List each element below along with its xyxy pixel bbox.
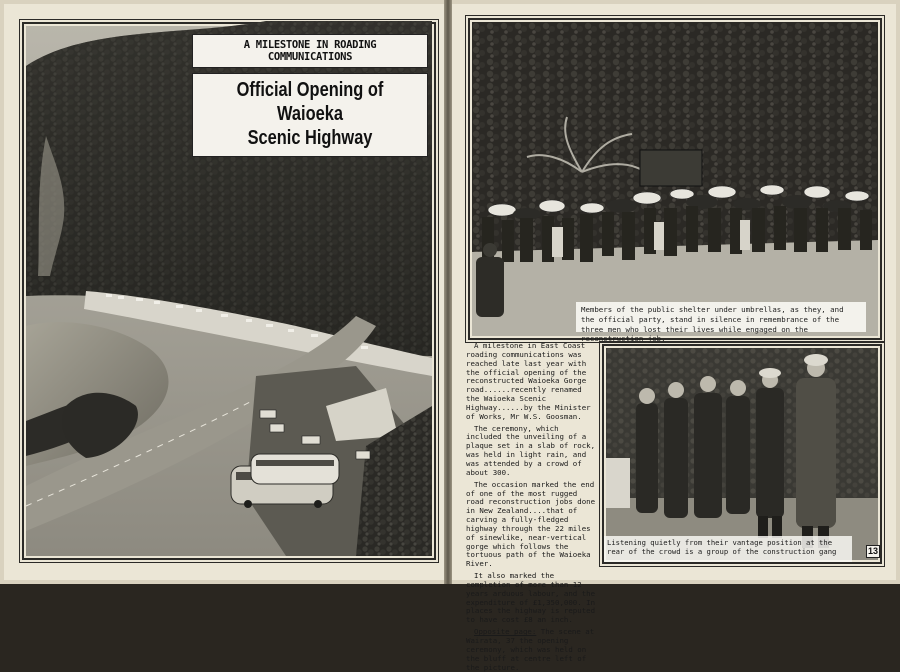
construction-gang-photo <box>606 348 878 560</box>
headline-block <box>192 34 428 157</box>
crowd-under-umbrellas-photo <box>472 22 878 336</box>
opposite-page-text: The scene at Wairata, 37 the opening ceremony, which was held on the bluff at centre left of the picture. <box>466 627 595 672</box>
bottom-photo-caption: Listening quietly from their vantage position at the rear of the crowd is a group of the construction gang <box>604 536 852 562</box>
article-text <box>466 341 598 672</box>
center-gutter <box>444 0 452 584</box>
article-paragraph: The occasion marked the end of one of the most rugged road reconstruction jobs done in New Zealand....that of carving a fully-fledged highway through the 22 miles of sinewlike, near-vertical gorge which follows the tortuous path of the Waioeka River. <box>466 479 596 569</box>
page-number: 13 <box>867 546 878 556</box>
article-paragraph: The ceremony, which included the unveiling of a plaque set in a slab of rock, was held in light rain, and was attended by a crowd of about 300. <box>466 423 596 477</box>
left-page <box>4 4 444 580</box>
article-paragraph <box>466 628 598 672</box>
page-title <box>192 73 428 157</box>
opposite-page-label: Opposite page: <box>474 627 537 637</box>
title-line-2: Scenic Highway <box>247 127 373 149</box>
right-page <box>452 4 896 672</box>
kicker-label: A MILESTONE IN ROADING COMMUNICATIONS <box>192 34 428 68</box>
top-photo-caption: Members of the public shelter under umbrellas, as they, and the official party, stand in silence in remembrance of the three men who lost their lives while engaged on the reconstruction job. <box>576 302 866 332</box>
title-line-1: Official Opening of Waioeka <box>236 79 384 125</box>
article-paragraph: A milestone in East Coast roading communications was reached late last year with the official opening of the reconstructed Waioeka Gorge road......recently renamed the Waioeka Scenic Highway......by the Minister of Works, Mr W.S. Goosman. <box>466 341 591 421</box>
article-paragraph: It also marked the completion of more than 12 years arduous labour, and the expenditure of £1,350,000. In places the highway is reputed to have cost £8 an inch. <box>466 571 596 625</box>
